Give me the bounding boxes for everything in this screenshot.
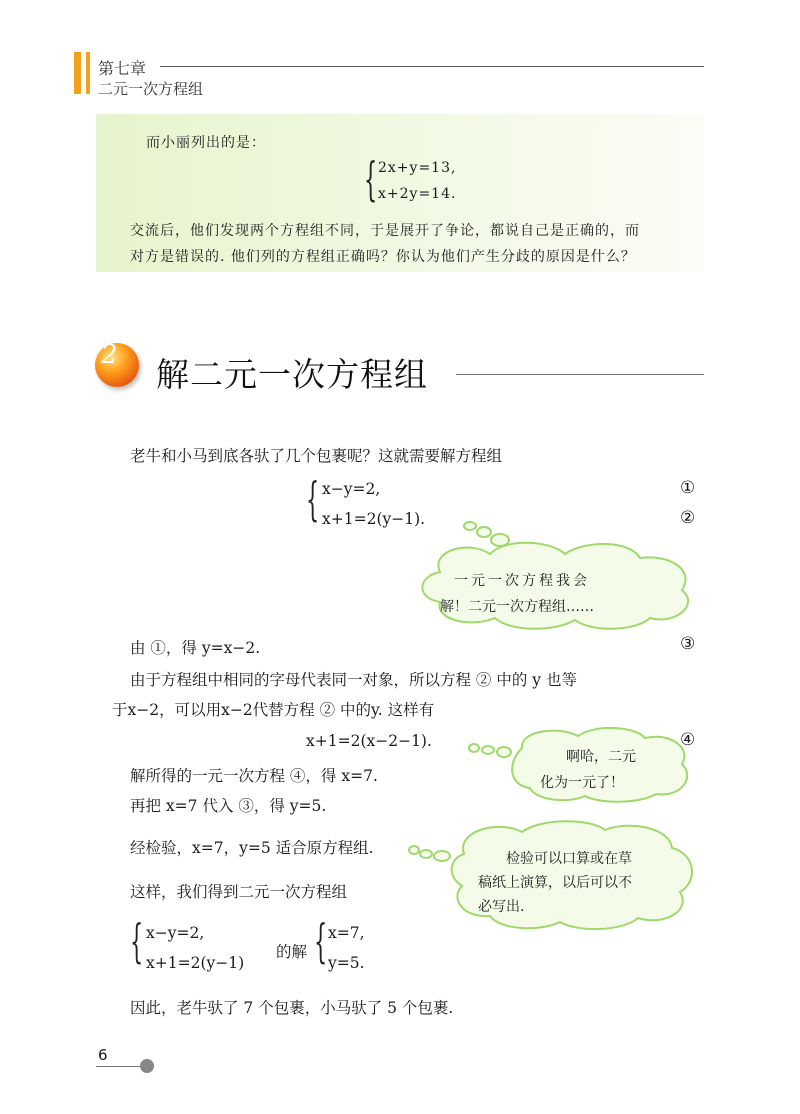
chapter-label: 第七章 [98,59,147,78]
paragraph-3-line-2: 于x−2，可以用x−2代替方程 ② 中的y. 这样有 [112,701,435,719]
solution-brace: { [314,914,328,968]
paragraph-2: 由 ①，得 y=x−2. [130,639,261,657]
system-equation-1: x−y=2, [322,480,381,498]
section-title: 解二元一次方程组 [156,355,428,394]
equation-marker-1: ① [680,478,696,498]
box-equation-1: 2x+y=13, [378,160,457,176]
box-system-brace: { [364,152,378,206]
box-equation-2: x+2y=14. [378,186,457,202]
paragraph-8: 因此，老牛驮了 7 个包裹，小马驮了 5 个包裹. [130,999,454,1017]
header-accent-bar-thin [86,52,90,94]
paragraph-4: 解所得的一元一次方程 ④，得 x=7. [130,767,378,785]
final-equation-1: x−y=2, [146,924,205,942]
equation-marker-2: ② [680,508,696,528]
solution-x: x=7, [328,924,365,942]
final-equation-2: x+1=2(y−1) [146,954,245,972]
cloud-1-line-2: 解！二元一次方程组…… [440,599,594,615]
paragraph-3-line-1: 由于方程组中相同的字母代表同一对象，所以方程 ② 中的 y 也等 [130,671,577,689]
cloud-2-line-2: 化为一元了！ [540,775,624,791]
final-system-brace: { [130,914,144,968]
cloud-1-line-1: 一元一次方程我会 [454,573,590,589]
paragraph-6: 经检验，x=7，y=5 适合原方程组. [130,839,374,857]
footer-rule [96,1066,146,1067]
equation-4: x+1=2(x−2−1). [306,732,432,750]
page-number: 6 [98,1046,108,1064]
equation-marker-4: ④ [680,730,696,750]
chapter-subtitle: 二元一次方程组 [98,80,204,98]
paragraph-5: 再把 x=7 代入 ③，得 y=5. [130,797,327,815]
solution-y: y=5. [328,954,365,972]
equation-marker-3: ③ [680,634,696,654]
box-paragraph-line-1: 交流后，他们发现两个方程组不同，于是展开了争论，都说自己是正确的，而 [130,223,640,239]
box-paragraph-line-2: 对方是错误的. 他们列的方程组正确吗？你认为他们产生分歧的原因是什么？ [130,249,636,265]
header-accent-bar [74,52,81,94]
cloud-3-line-2: 稿纸上演算，以后可以不 [478,875,632,891]
header-rule [160,66,704,67]
cloud-3-line-3: 必写出. [478,899,525,915]
paragraph-1: 老牛和小马到底各驮了几个包裹呢？这就需要解方程组 [130,447,503,465]
cloud-2-line-1: 啊哈，二元 [566,749,636,765]
system-equation-2: x+1=2(y−1). [322,510,426,528]
paragraph-7: 这样，我们得到二元一次方程组 [130,883,348,901]
box-intro: 而小丽列出的是： [146,135,266,151]
footer-dot [140,1059,154,1073]
system-brace: { [306,472,320,526]
cloud-3-line-1: 检验可以口算或在草 [506,851,632,867]
section-rule [456,374,704,375]
section-number: 2 [101,340,118,370]
final-connector: 的解 [276,943,308,961]
